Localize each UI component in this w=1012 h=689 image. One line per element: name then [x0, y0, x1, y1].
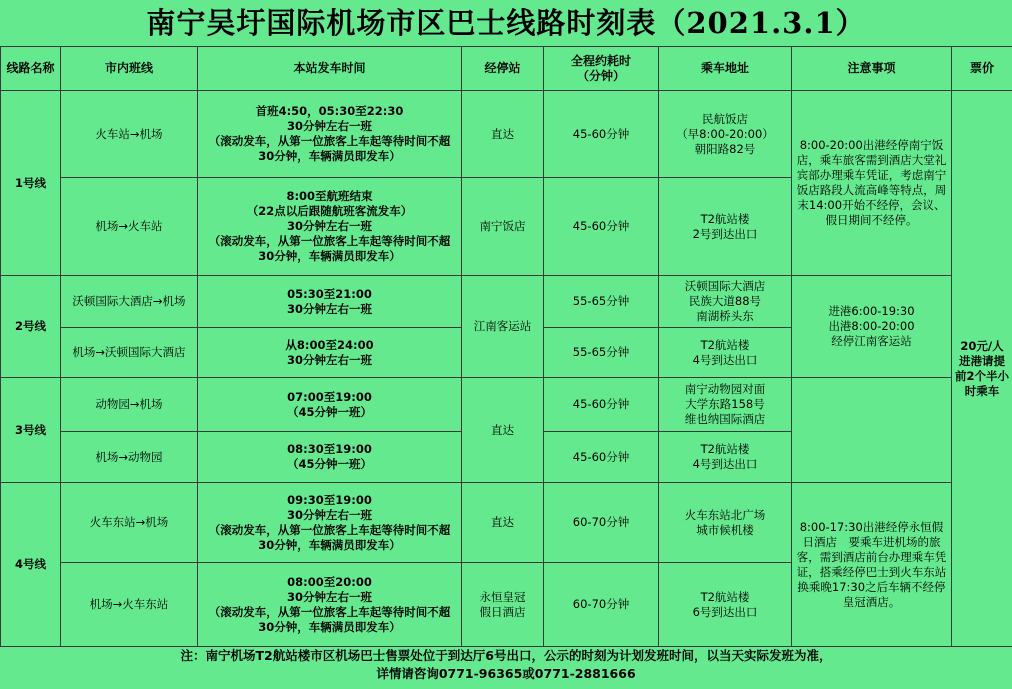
duration-cell: 45-60分钟 — [544, 378, 659, 432]
route-cell: 机场→火车东站 — [61, 563, 198, 647]
schedule-cell: 09:30至19:00 30分钟左右一班 （滚动发车，从第一位旅客上车起等待时间不超30分钟，车辆满员即发车） — [198, 483, 462, 563]
schedule-cell: 07:00至19:00 （45分钟一班） — [198, 378, 462, 432]
header-boarding: 乘车地址 — [659, 47, 792, 91]
header-notes: 注意事项 — [792, 47, 952, 91]
notes-cell-4: 8:00-17:30出港经停永恒假日酒店 要乘车进机场的旅客，需到酒店前台办理乘车凭证，搭乘经停巴士到火车东站换乘晚17:30之后车辆不经停皇冠酒店。 — [792, 483, 952, 647]
table-row — [1, 91, 1012, 178]
fare-cell: 20元/人 进港请提前2个半小时乘车 — [952, 91, 1012, 647]
schedule-cell: 8:00至航班结束 （22点以后跟随航班客流发车） 30分钟左右一班 （滚动发车，从第一位旅客上车起等待时间不超30分钟，车辆满员即发车） — [198, 178, 462, 276]
header-duration: 全程约耗时 （分钟） — [544, 47, 659, 91]
duration-cell: 45-60分钟 — [544, 432, 659, 483]
header-row — [1, 47, 1012, 91]
table-row — [1, 276, 1012, 328]
boarding-cell: T2航站楼 4号到达出口 — [659, 328, 792, 378]
route-cell: 动物园→机场 — [61, 378, 198, 432]
line-name-1: 1号线 — [1, 91, 61, 276]
boarding-cell: T2航站楼 6号到达出口 — [659, 563, 792, 647]
duration-cell: 45-60分钟 — [544, 178, 659, 276]
route-cell: 机场→动物园 — [61, 432, 198, 483]
boarding-cell: 民航饭店 （早8:00-20:00） 朝阳路82号 — [659, 91, 792, 178]
notes-cell-1: 8:00-20:00出港经停南宁饭店，乘车旅客需到酒店大堂礼宾部办理乘车凭证，考虑南宁饭店路段人流高峰等特点，周末14:00开始不经停，会议、假日期间不经停。 — [792, 91, 952, 276]
boarding-cell: 火车东站北广场 城市候机楼 — [659, 483, 792, 563]
notes-cell-2: 进港6:00-19:30 出港8:00-20:00 经停江南客运站 — [792, 276, 952, 378]
line-name-4: 4号线 — [1, 483, 61, 647]
route-cell: 机场→火车站 — [61, 178, 198, 276]
schedule-cell: 05:30至21:00 30分钟左右一班 — [198, 276, 462, 328]
route-cell: 机场→沃顿国际大酒店 — [61, 328, 198, 378]
via-cell: 直达 — [462, 378, 544, 483]
via-cell: 永恒皇冠 假日酒店 — [462, 563, 544, 647]
duration-cell: 55-65分钟 — [544, 276, 659, 328]
page-title: 南宁吴圩国际机场市区巴士线路时刻表（2021.3.1） — [146, 6, 866, 40]
schedule-cell: 08:00至20:00 30分钟左右一班 （滚动发车，从第一位旅客上车起等待时间不超30分钟，车辆满员即发车） — [198, 563, 462, 647]
schedule-cell: 从8:00至24:00 30分钟左右一班 — [198, 328, 462, 378]
line-name-3: 3号线 — [1, 378, 61, 483]
line-name-2: 2号线 — [1, 276, 61, 378]
duration-cell: 45-60分钟 — [544, 91, 659, 178]
via-cell: 直达 — [462, 91, 544, 178]
header-route: 市内班线 — [61, 47, 198, 91]
footer-line-2: 详情请咨询0771-96365或0771-2881666 — [376, 666, 636, 681]
route-cell: 火车东站→机场 — [61, 483, 198, 563]
duration-cell: 60-70分钟 — [544, 483, 659, 563]
footer-note — [0, 647, 1012, 689]
boarding-cell: T2航站楼 4号到达出口 — [659, 432, 792, 483]
boarding-cell: T2航站楼 2号到达出口 — [659, 178, 792, 276]
header-line: 线路名称 — [1, 47, 61, 91]
boarding-cell: 南宁动物园对面 大学东路158号 维也纳国际酒店 — [659, 378, 792, 432]
schedule-cell: 08:30至19:00 （45分钟一班） — [198, 432, 462, 483]
route-cell: 沃顿国际大酒店→机场 — [61, 276, 198, 328]
route-cell: 火车站→机场 — [61, 91, 198, 178]
timetable — [0, 46, 1012, 647]
duration-cell: 55-65分钟 — [544, 328, 659, 378]
via-cell: 直达 — [462, 483, 544, 563]
notes-cell-3 — [792, 378, 952, 483]
table-row — [1, 378, 1012, 432]
schedule-cell: 首班4:50，05:30至22:30 30分钟左右一班 （滚动发车，从第一位旅客上车起等待时间不超30分钟，车辆满员即发车） — [198, 91, 462, 178]
via-cell: 江南客运站 — [462, 276, 544, 378]
header-via: 经停站 — [462, 47, 544, 91]
header-schedule: 本站发车时间 — [198, 47, 462, 91]
table-row — [1, 483, 1012, 563]
via-cell: 南宁饭店 — [462, 178, 544, 276]
footer-line-1: 注：南宁机场T2航站楼市区机场巴士售票处位于到达厅6号出口，公示的时刻为计划发班时间，以当天实际发班为准， — [180, 648, 832, 663]
header-fare: 票价 — [952, 47, 1012, 91]
boarding-cell: 沃顿国际大酒店 民族大道88号 南湖桥头东 — [659, 276, 792, 328]
duration-cell: 60-70分钟 — [544, 563, 659, 647]
